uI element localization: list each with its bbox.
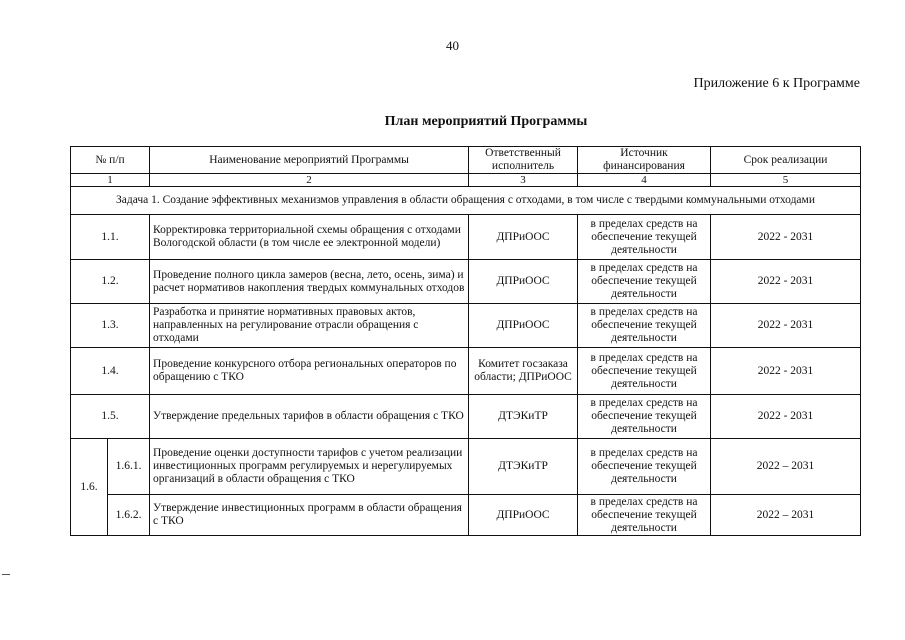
row-period: 2022 - 2031 bbox=[711, 348, 861, 395]
page-number: 40 bbox=[446, 38, 459, 53]
row-name: Проведение оценки доступности тарифов с учетом реализации инвестиционных программ регулируемых и нерегулируемых организаций в области обращения с ТКО bbox=[150, 439, 469, 495]
row-num: 1.5. bbox=[71, 395, 150, 439]
row-period: 2022 - 2031 bbox=[711, 260, 861, 304]
table-row bbox=[71, 304, 861, 348]
row-source: в пределах средств на обеспечение текущей деятельности bbox=[578, 495, 711, 536]
row-source: в пределах средств на обеспечение текущей деятельности bbox=[578, 439, 711, 495]
row-period: 2022 – 2031 bbox=[711, 439, 861, 495]
document-title: План мероприятий Программы bbox=[384, 114, 588, 129]
row-period: 2022 - 2031 bbox=[711, 304, 861, 348]
row-source: в пределах средств на обеспечение текущей деятельности bbox=[578, 348, 711, 395]
row-executor: ДПРиООС bbox=[469, 495, 578, 536]
row-name: Проведение полного цикла замеров (весна, лето, осень, зима) и расчет нормативов накопления твердых коммунальных отходов bbox=[150, 260, 469, 304]
plan-table bbox=[70, 146, 861, 536]
col-number: 1 bbox=[71, 174, 150, 187]
group-num: 1.6. bbox=[71, 439, 108, 536]
col-number: 5 bbox=[711, 174, 861, 187]
row-executor: ДТЭКиТР bbox=[469, 395, 578, 439]
header-name: Наименование мероприятий Программы bbox=[150, 147, 469, 174]
header-period: Срок реализации bbox=[711, 147, 861, 174]
table-row bbox=[71, 260, 861, 304]
header-executor: Ответственный исполнитель bbox=[469, 147, 578, 174]
header-num: № п/п bbox=[71, 147, 150, 174]
row-period: 2022 - 2031 bbox=[711, 215, 861, 260]
task-heading: Задача 1. Создание эффективных механизмов управления в области обращения с отходами, в том числе с твердыми коммунальными отходами bbox=[71, 187, 861, 215]
row-source: в пределах средств на обеспечение текущей деятельности bbox=[578, 215, 711, 260]
row-num: 1.4. bbox=[71, 348, 150, 395]
col-number: 2 bbox=[150, 174, 469, 187]
row-executor: Комитет госзаказа области; ДПРиООС bbox=[469, 348, 578, 395]
row-num: 1.3. bbox=[71, 304, 150, 348]
row-source: в пределах средств на обеспечение текущей деятельности bbox=[578, 395, 711, 439]
row-name: Утверждение инвестиционных программ в области обращения с ТКО bbox=[150, 495, 469, 536]
row-source: в пределах средств на обеспечение текущей деятельности bbox=[578, 304, 711, 348]
appendix-label: Приложение 6 к Программе bbox=[693, 76, 860, 91]
row-name: Утверждение предельных тарифов в области обращения с ТКО bbox=[150, 395, 469, 439]
col-number: 3 bbox=[469, 174, 578, 187]
table-header-row bbox=[71, 147, 861, 174]
row-name: Разработка и принятие нормативных правовых актов, направленных на регулирование отрасли обращения с отходами bbox=[150, 304, 469, 348]
task-row bbox=[71, 187, 861, 215]
row-name: Проведение конкурсного отбора региональных операторов по обращению с ТКО bbox=[150, 348, 469, 395]
column-numbers-row bbox=[71, 174, 861, 187]
row-period: 2022 - 2031 bbox=[711, 395, 861, 439]
table-row bbox=[71, 439, 861, 495]
row-executor: ДПРиООС bbox=[469, 260, 578, 304]
row-num: 1.1. bbox=[71, 215, 150, 260]
row-name: Корректировка территориальной схемы обращения с отходами Вологодской области (в том числе ее электронной модели) bbox=[150, 215, 469, 260]
row-num: 1.2. bbox=[71, 260, 150, 304]
subrow-num: 1.6.2. bbox=[108, 495, 150, 536]
table-row bbox=[71, 495, 861, 536]
col-number: 4 bbox=[578, 174, 711, 187]
scan-mark bbox=[2, 574, 10, 575]
row-period: 2022 – 2031 bbox=[711, 495, 861, 536]
header-source: Источник финансирования bbox=[578, 147, 711, 174]
row-executor: ДПРиООС bbox=[469, 304, 578, 348]
table-row bbox=[71, 395, 861, 439]
row-executor: ДТЭКиТР bbox=[469, 439, 578, 495]
row-source: в пределах средств на обеспечение текущей деятельности bbox=[578, 260, 711, 304]
table-row bbox=[71, 215, 861, 260]
row-executor: ДПРиООС bbox=[469, 215, 578, 260]
table-row bbox=[71, 348, 861, 395]
subrow-num: 1.6.1. bbox=[108, 439, 150, 495]
